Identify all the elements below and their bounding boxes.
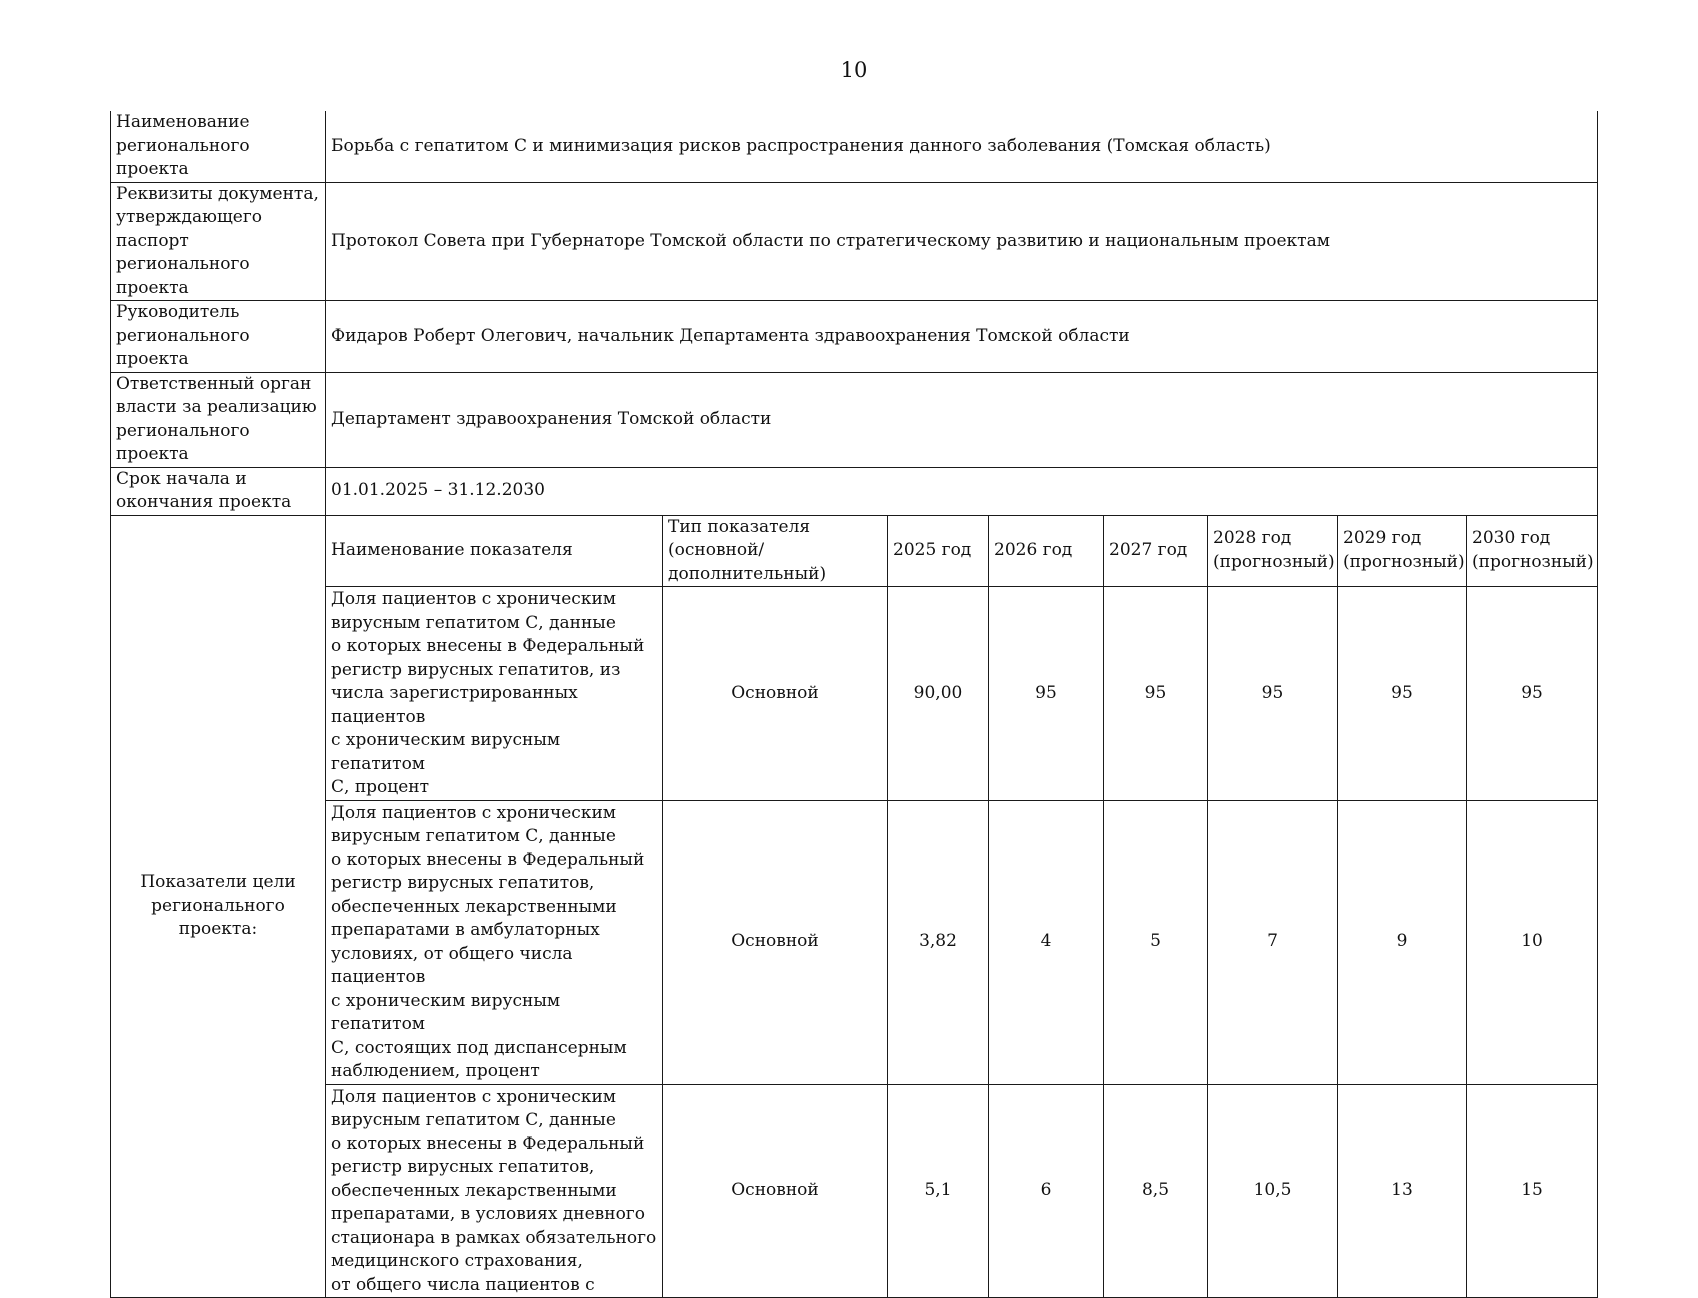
passport-label: Руководитель регионального проекта <box>111 301 326 373</box>
passport-row-authority <box>111 372 1598 467</box>
header-indicator-type: Тип показателя (основной/ дополнительный) <box>663 515 888 587</box>
header-2026: 2026 год <box>989 515 1104 587</box>
passport-value: Фидаров Роберт Олегович, начальник Департамента здравоохранения Томской области <box>326 301 1598 373</box>
header-2027: 2027 год <box>1104 515 1208 587</box>
indicator-row <box>111 587 1598 801</box>
passport-label: Реквизиты документа, утверждающего паспорт регионального проекта <box>111 182 326 301</box>
passport-label: Срок начала и окончания проекта <box>111 467 326 515</box>
value-2026: 6 <box>989 1084 1104 1298</box>
passport-row-head <box>111 301 1598 373</box>
value-2029: 95 <box>1338 587 1467 801</box>
value-2026: 95 <box>989 587 1104 801</box>
value-2030: 15 <box>1467 1084 1598 1298</box>
header-2025: 2025 год <box>888 515 989 587</box>
value-2025: 90,00 <box>888 587 989 801</box>
passport-row-document <box>111 182 1598 301</box>
value-2025: 5,1 <box>888 1084 989 1298</box>
project-passport-table <box>110 111 1598 1298</box>
value-2028: 10,5 <box>1208 1084 1338 1298</box>
passport-row-period <box>111 467 1598 515</box>
page-number: 10 <box>840 58 868 82</box>
value-2028: 95 <box>1208 587 1338 801</box>
indicator-row <box>111 1084 1598 1298</box>
passport-value: Департамент здравоохранения Томской области <box>326 372 1598 467</box>
indicator-type: Основной <box>663 1084 888 1298</box>
passport-value: Борьба с гепатитом С и минимизация рисков распространения данного заболевания (Томская область) <box>326 111 1598 182</box>
indicators-section-label: Показатели цели регионального проекта: <box>111 515 326 1298</box>
indicator-name: Доля пациентов с хроническим вирусным гепатитом С, данные о которых внесены в Федеральный регистр вирусных гепатитов, обеспеченных лекарственными препаратами, в условиях дневного стационара в рамках обязательного медицинского страхования, от общего числа пациентов с <box>326 1084 663 1298</box>
indicators-header-row <box>111 515 1598 587</box>
value-2029: 13 <box>1338 1084 1467 1298</box>
value-2030: 95 <box>1467 587 1598 801</box>
passport-label: Ответственный орган власти за реализацию регионального проекта <box>111 372 326 467</box>
value-2027: 5 <box>1104 800 1208 1084</box>
value-2026: 4 <box>989 800 1104 1084</box>
indicator-type: Основной <box>663 587 888 801</box>
indicator-name: Доля пациентов с хроническим вирусным гепатитом С, данные о которых внесены в Федеральный регистр вирусных гепатитов, из числа зарегистрированных пациентов с хроническим вирусным гепатитом С, процент <box>326 587 663 801</box>
header-indicator-name: Наименование показателя <box>326 515 663 587</box>
value-2025: 3,82 <box>888 800 989 1084</box>
indicator-name: Доля пациентов с хроническим вирусным гепатитом С, данные о которых внесены в Федеральный регистр вирусных гепатитов, обеспеченных лекарственными препаратами в амбулаторных условиях, от общего числа пациентов с хроническим вирусным гепатитом С, состоящих под диспансерным наблюдением, процент <box>326 800 663 1084</box>
header-2028: 2028 год (прогнозный) <box>1208 515 1338 587</box>
passport-label: Наименование регионального проекта <box>111 111 326 182</box>
value-2030: 10 <box>1467 800 1598 1084</box>
indicator-row <box>111 800 1598 1084</box>
value-2028: 7 <box>1208 800 1338 1084</box>
header-2029: 2029 год (прогнозный) <box>1338 515 1467 587</box>
passport-value: Протокол Совета при Губернаторе Томской области по стратегическому развитию и национальным проектам <box>326 182 1598 301</box>
passport-row-name <box>111 111 1598 182</box>
value-2029: 9 <box>1338 800 1467 1084</box>
value-2027: 95 <box>1104 587 1208 801</box>
indicator-type: Основной <box>663 800 888 1084</box>
header-2030: 2030 год (прогнозный) <box>1467 515 1598 587</box>
value-2027: 8,5 <box>1104 1084 1208 1298</box>
passport-value: 01.01.2025 – 31.12.2030 <box>326 467 1598 515</box>
